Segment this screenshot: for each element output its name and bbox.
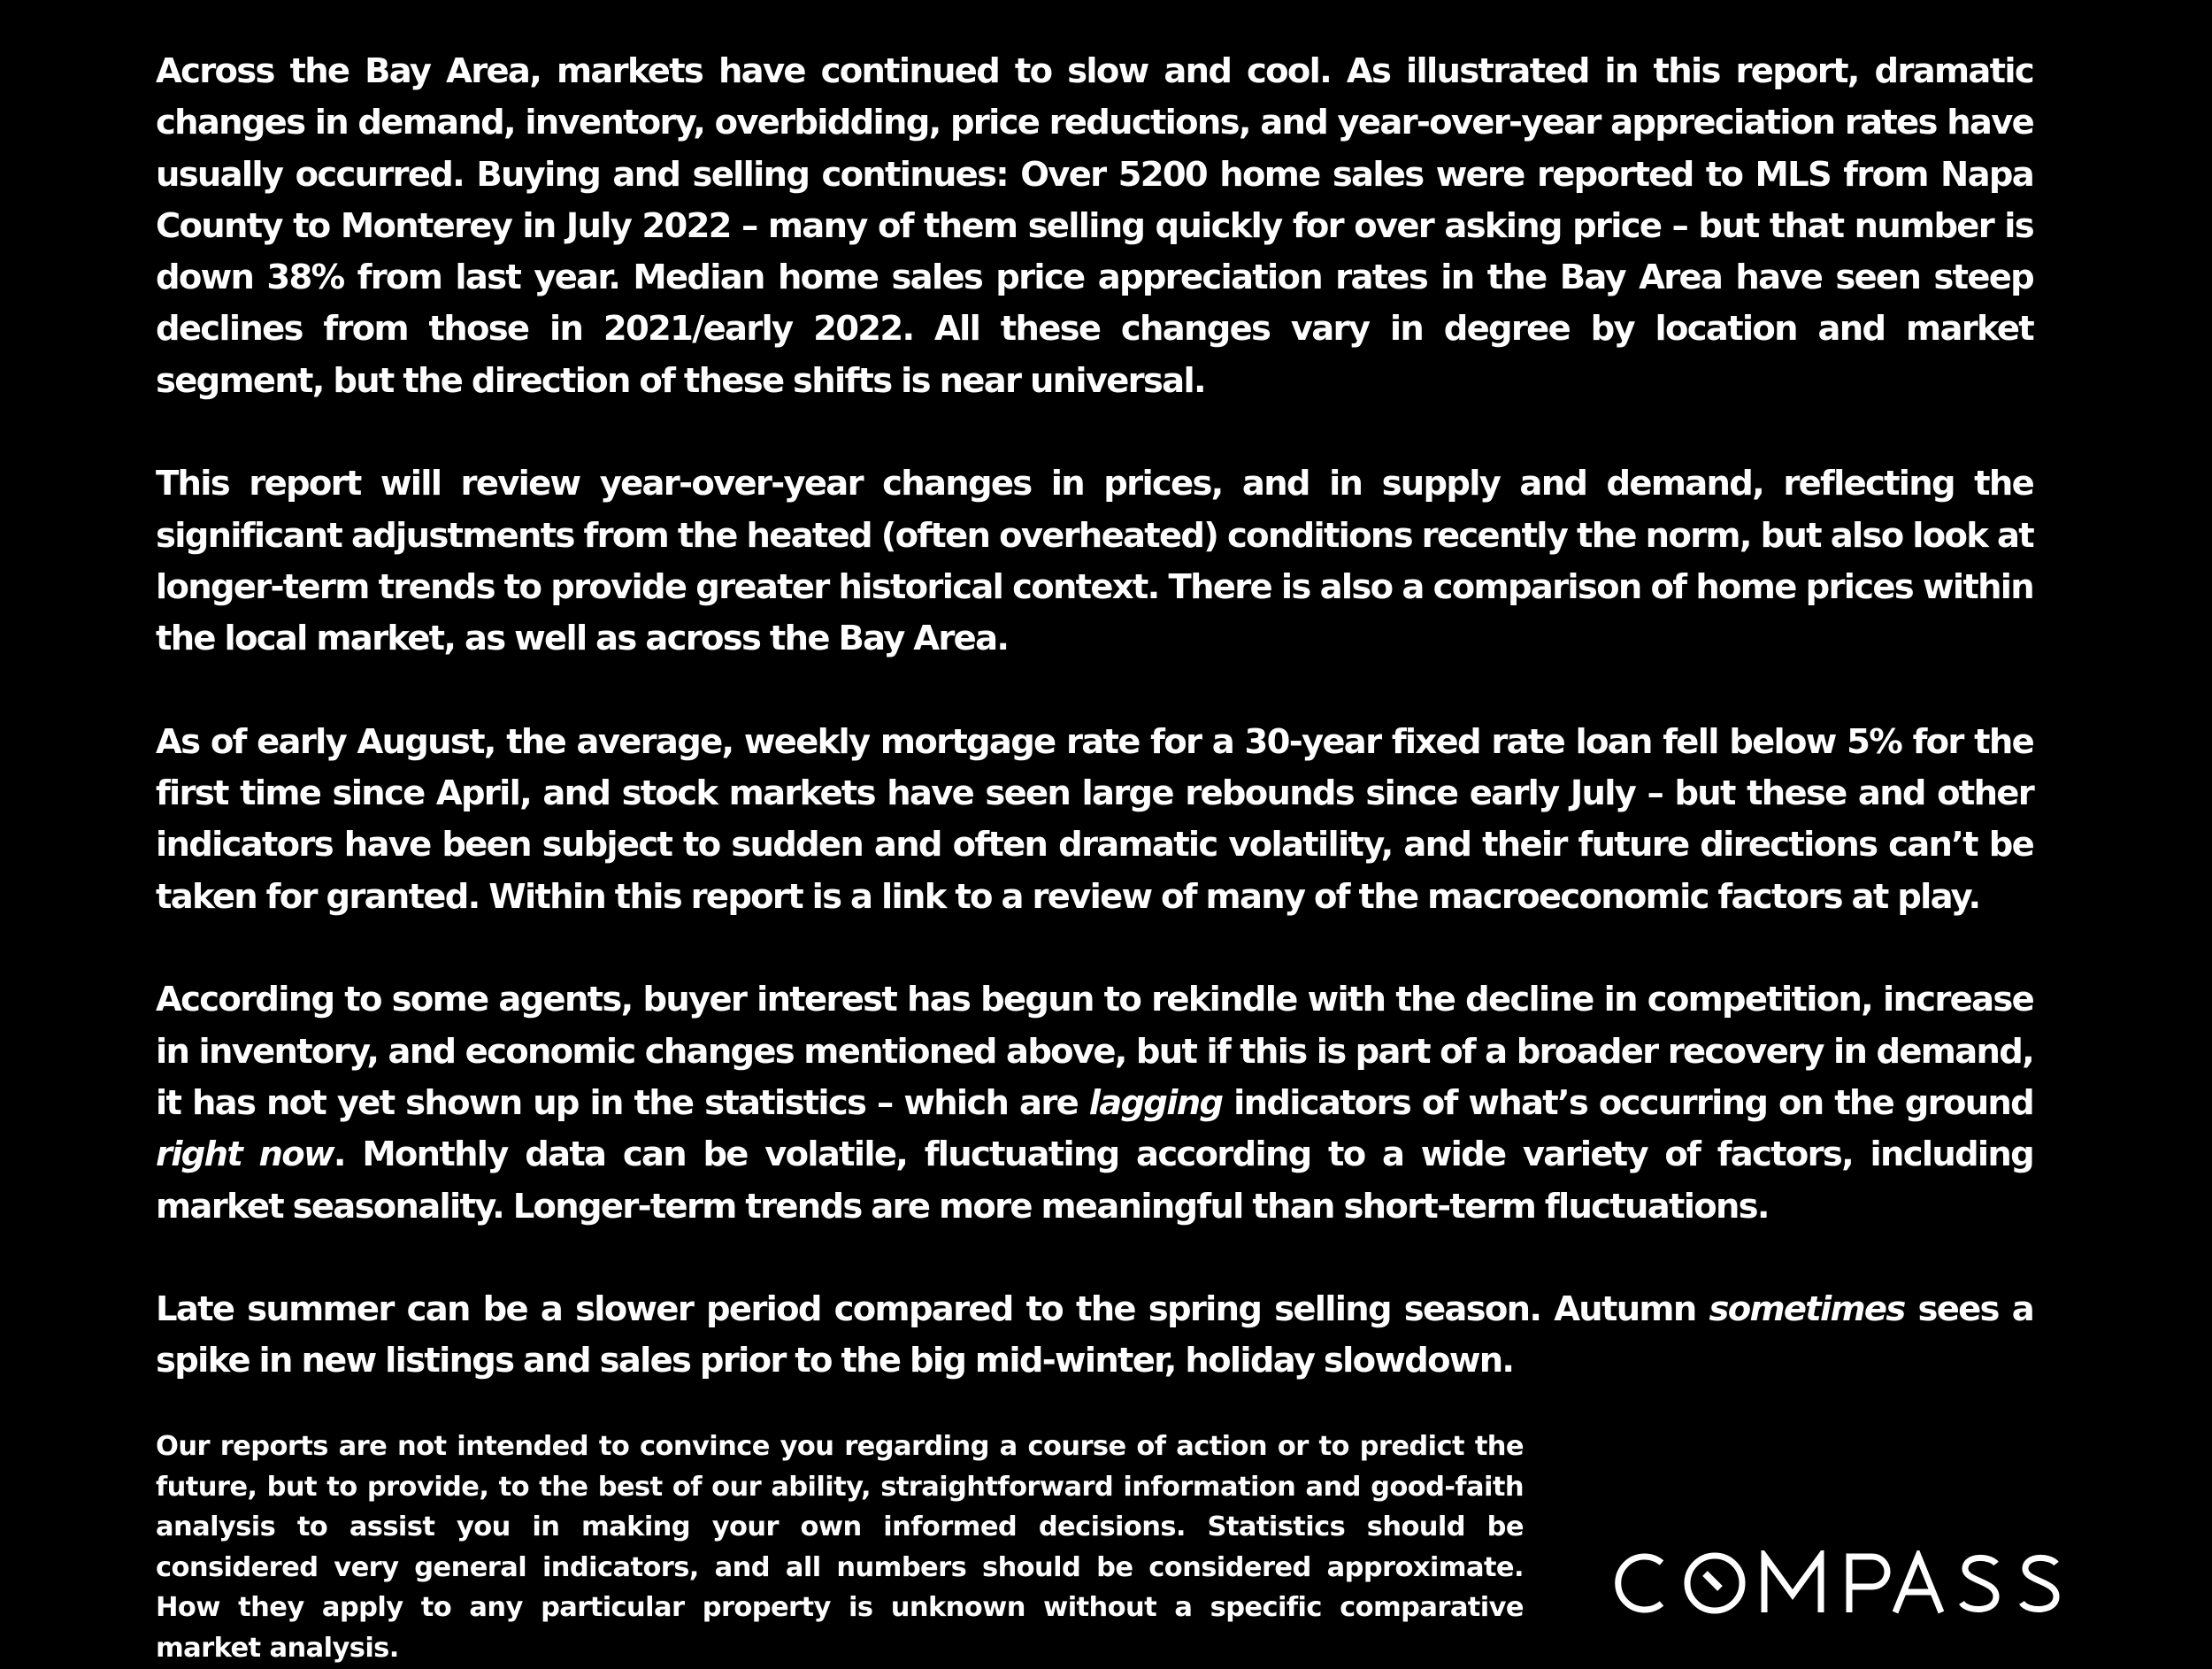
logo-letter-p — [1849, 1557, 1887, 1612]
logo-letter-s1 — [1962, 1557, 1996, 1609]
para4-seg1-italic: lagging — [1088, 1082, 1223, 1123]
para4-seg4: . Monthly data can be volatile, fluctuating according to a wide variety of factors, including market seasonality. Longer-term trends are more meaningful than short-term fluctuations. — [156, 1134, 2033, 1227]
paragraph-report-scope — [156, 458, 2033, 665]
para3-seg0: As of early August, the average, weekly mortgage rate for a 30-year fixed rate loan fell below 5% for the first time since April, and stock markets have seen large rebounds since early July – but these and other indicators have been subject to sudden and often dramatic volatility, and their future directions can’t be taken for granted. Within this report is a link to a review of many of the macroeconomic factors at play. — [156, 721, 2033, 917]
report-intro-text — [156, 46, 2033, 1439]
logo-letter-c — [1618, 1557, 1662, 1610]
paragraph-seasonality — [156, 1284, 2033, 1388]
para5-seg1-italic: sometimes — [1709, 1289, 1905, 1330]
logo-letter-m — [1764, 1556, 1821, 1612]
para5-seg2: sees a spike in new listings and sales prior to the big mid-winter, holiday slowdown. — [156, 1289, 2033, 1381]
logo-compass-needle — [1705, 1573, 1720, 1588]
disclaimer-text: Our reports are not intended to convince you regarding a course of action or to predict the future, but to provide, to the best of our ability, straightforward information and good-faith analysis to assist you in making your own informed decisions. Statistics should be considered very general indicators, and all numbers should be considered approximate. How they apply to any particular property is unknown without a specific comparative market analysis. — [156, 1431, 1524, 1664]
para4-seg0: According to some agents, buyer interest has begun to rekindle with the decline in competition, increase in inventory, and economic changes mentioned above, but if this is part of a broader recovery in demand, it has not yet shown up in the statistics – which are — [156, 980, 2033, 1123]
paragraph-market-overview — [156, 46, 2033, 407]
para5-seg0: Late summer can be a slower period compared to the spring selling season. Autumn — [156, 1289, 1709, 1330]
compass-logo — [1607, 1550, 2067, 1616]
logo-letter-a — [1895, 1556, 1941, 1612]
para2-seg0: This report will review year-over-year changes in prices, and in supply and demand, reflecting the significant adjustments from the heated (often overheated) conditions recently the norm, but also look at longer-term trends to provide greater historical context. There is also a comparison of home prices within the local market, as well as across the Bay Area. — [156, 464, 2033, 659]
paragraph-buyer-interest — [156, 974, 2033, 1232]
logo-letter-s2 — [2022, 1557, 2056, 1609]
paragraph-mortgage-rates — [156, 717, 2033, 923]
para4-seg3-italic: right now — [156, 1134, 334, 1175]
para4-seg2: indicators of what’s occurring on the ground — [1222, 1082, 2033, 1123]
para1-seg0: Across the Bay Area, markets have continued to slow and cool. As illustrated in this report, dramatic changes in demand, inventory, overbidding, price reductions, and year-over-year appreciation rates have usually occurred. Buying and selling continues: Over 5200 home sales were reported to MLS from Napa County to Monterey in July 2022 – many of them selling quickly for over asking price – but that number is down 38% from last year. Median home sales price appreciation rates in the Bay Area have seen steep declines from those in 2021/early 2022. All these changes vary in degree by location and market segment, but the direction of these shifts is near universal. — [156, 51, 2033, 401]
